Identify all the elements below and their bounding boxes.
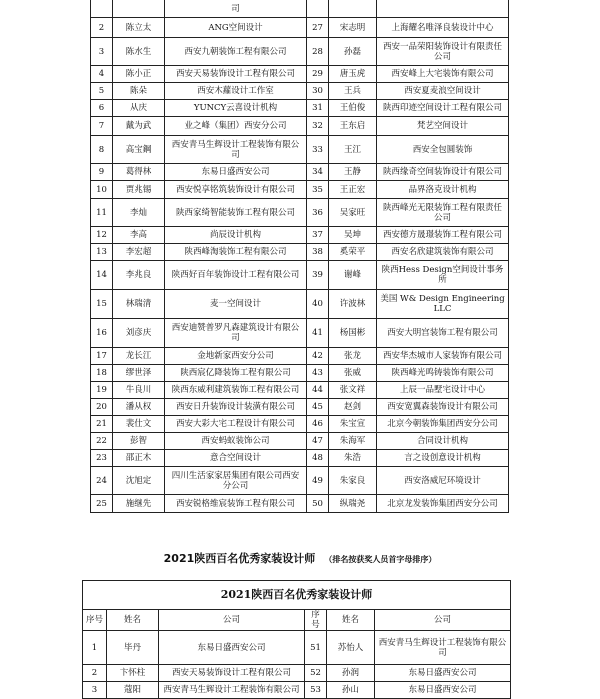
company-name: 西安锐格维宸装饰工程有限公司 [165,495,307,513]
table-row [91,136,509,164]
company-name: 西安名欣建筑装饰有限公司 [377,244,509,261]
table-row [91,100,509,117]
designer-name: 王江 [329,136,377,164]
company-name: 品界洛克设计机构 [377,181,509,199]
header-company: 公司 [159,610,305,631]
designer-table-2-body [83,631,511,699]
designer-name: 潘从权 [113,399,165,416]
designer-name: 彭智 [113,433,165,450]
table-row [83,665,511,682]
table-2-title-row [83,581,511,610]
row-index: 50 [307,495,329,513]
designer-name: 纵瑞尧 [329,495,377,513]
company-name: 西安一品荣阳装饰设计有限责任公司 [377,38,509,66]
row-index: 21 [91,416,113,433]
row-index [91,0,113,18]
table-2-title: 2021陕西百名优秀家装设计师 [83,581,511,610]
designer-name: 朱浩 [329,450,377,467]
row-index: 45 [307,399,329,416]
row-index: 47 [307,433,329,450]
company-name: 上海耀名唯泽良装设计中心 [377,18,509,38]
company-name: 陕西东威利建筑装饰工程有限公司 [165,382,307,399]
designer-name: 施继先 [113,495,165,513]
designer-name: 贾兆锡 [113,181,165,199]
row-index: 38 [307,244,329,261]
designer-name: 孙山 [327,682,375,699]
row-index: 14 [91,261,113,290]
company-name: 四川生活家家居集团有限公司西安分公司 [165,467,307,495]
designer-name: 苏怡人 [327,631,375,665]
company-name: 陕西Hess Design空间设计事务所 [377,261,509,290]
designer-name: 李灿 [113,199,165,227]
row-index: 42 [307,348,329,365]
company-name: 司 [165,0,307,18]
designer-name: 唐玉虎 [329,66,377,83]
company-name: 西安青马生辉设计工程装饰有限公司 [375,631,511,665]
row-index: 31 [307,100,329,117]
designer-name: 王正宏 [329,181,377,199]
designer-name: 刘彦庆 [113,319,165,348]
designer-name: 孙磊 [329,38,377,66]
company-name: ANG空间设计 [165,18,307,38]
company-name: 西安夏麦浪空间设计 [377,83,509,100]
company-name [377,0,509,18]
company-name: 北京龙发装饰集团西安分公司 [377,495,509,513]
designer-name: 陈朵 [113,83,165,100]
row-index: 32 [307,117,329,136]
row-index: 24 [91,467,113,495]
row-index: 5 [91,83,113,100]
row-index [307,0,329,18]
row-index: 19 [91,382,113,399]
table-row [91,416,509,433]
designer-name: 陈立太 [113,18,165,38]
row-index: 3 [83,682,107,699]
header-name: 姓名 [107,610,159,631]
table-row [83,682,511,699]
header-company: 公司 [375,610,511,631]
row-index: 30 [307,83,329,100]
row-index: 28 [307,38,329,66]
designer-name: 戴为武 [113,117,165,136]
company-name: 东易日盛西安公司 [165,164,307,181]
designer-name: 沈旭定 [113,467,165,495]
company-name: 陕西宸亿降装饰工程有限公司 [165,365,307,382]
designer-name: 葛得林 [113,164,165,181]
row-index: 7 [91,117,113,136]
table-row [91,66,509,83]
company-name: 梵艺空间设计 [377,117,509,136]
header-index: 序号 [305,610,327,631]
company-name: 言之设创意设计机构 [377,450,509,467]
company-name: 陕西峰光鸣铸装饰有限公司 [377,365,509,382]
company-name: 北京今朝装饰集团西安分公司 [377,416,509,433]
company-name: 麦一空间设计 [165,290,307,319]
row-index: 33 [307,136,329,164]
section-caption [0,547,600,566]
company-name: 陕西缘奇空间装饰设计有限公司 [377,164,509,181]
designer-name: 陈水生 [113,38,165,66]
designer-name: 张文祥 [329,382,377,399]
designer-name: 龙长江 [113,348,165,365]
designer-name: 谢峰 [329,261,377,290]
designer-name: 裴仕文 [113,416,165,433]
designer-name: 朱家良 [329,467,377,495]
company-name: 西安九朝装饰工程有限公司 [165,38,307,66]
row-index: 8 [91,136,113,164]
designer-name: 陈小正 [113,66,165,83]
row-index: 43 [307,365,329,382]
company-name: 西安天易装饰设计工程有限公司 [165,66,307,83]
designer-name: 张威 [329,365,377,382]
company-name: 陕西峰淘装饰工程有限公司 [165,244,307,261]
company-name: 西安峰上大宅装饰有限公司 [377,66,509,83]
company-name: 陕西峰光无限装饰工程有限责任公司 [377,199,509,227]
designer-table-1 [90,0,509,513]
company-name: 西安日升装饰设计装潢有限公司 [165,399,307,416]
designer-name [113,0,165,18]
company-name: 陕西好百年装饰设计工程有限公司 [165,261,307,290]
table-row [91,433,509,450]
company-name: 西安木蘿设计工作室 [165,83,307,100]
table-row [91,244,509,261]
row-index: 9 [91,164,113,181]
company-name: 西安悦享铭筑装饰设计有限公司 [165,181,307,199]
row-index: 3 [91,38,113,66]
row-index: 52 [305,665,327,682]
designer-table-1-body [91,0,509,513]
row-index: 36 [307,199,329,227]
table-row [91,495,509,513]
designer-name: 林瑞清 [113,290,165,319]
designer-name: 牛良川 [113,382,165,399]
row-index: 2 [91,18,113,38]
company-name: 陕西家绮智能装饰工程有限公司 [165,199,307,227]
company-name: 西安全包圆装饰 [377,136,509,164]
designer-name: 李兆良 [113,261,165,290]
row-index: 34 [307,164,329,181]
designer-name: 朱海军 [329,433,377,450]
table-row [91,0,509,18]
designer-name: 王兵 [329,83,377,100]
table-row [91,399,509,416]
company-name: 西安天易装饰设计工程有限公司 [159,665,305,682]
table-row [91,290,509,319]
row-index: 4 [91,66,113,83]
company-name: 西安大明宫装饰工程有限公司 [377,319,509,348]
company-name: 西安德方晟璟装饰工程有限公司 [377,227,509,244]
row-index: 39 [307,261,329,290]
designer-name: 卞怀柱 [107,665,159,682]
company-name: 东易日盛西安公司 [375,682,511,699]
row-index: 15 [91,290,113,319]
row-index: 29 [307,66,329,83]
row-index: 40 [307,290,329,319]
table-row [91,348,509,365]
designer-name: 李高 [113,227,165,244]
row-index: 37 [307,227,329,244]
company-name: 业之峰（集团）西安分公司 [165,117,307,136]
designer-name: 蔻阳 [107,682,159,699]
row-index: 18 [91,365,113,382]
row-index: 35 [307,181,329,199]
company-name: 西安青马生辉设计工程装饰有限公司 [159,682,305,699]
row-index: 53 [305,682,327,699]
designer-name: 王静 [329,164,377,181]
designer-name: 从庆 [113,100,165,117]
designer-name: 吴坤 [329,227,377,244]
company-name: 东易日盛西安公司 [159,631,305,665]
row-index: 51 [305,631,327,665]
designer-name: 赵剑 [329,399,377,416]
company-name: 金地新家西安分公司 [165,348,307,365]
row-index: 17 [91,348,113,365]
company-name: 西安青马生辉设计工程装饰有限公司 [165,136,307,164]
designer-name: 杨国彬 [329,319,377,348]
company-name: 尚辰设计机构 [165,227,307,244]
designer-name: 李宏超 [113,244,165,261]
table-row [91,450,509,467]
designer-table-2 [82,580,511,699]
designer-name: 朱宝宣 [329,416,377,433]
company-name: 西安洛威尼环境设计 [377,467,509,495]
table-row [91,117,509,136]
caption-note: （排名按获奖人员首字母排序） [324,555,437,564]
company-name: YUNCY云喜设计机构 [165,100,307,117]
company-name: 西安蚂蚁装饰公司 [165,433,307,450]
table-row [83,631,511,665]
designer-name: 邵正木 [113,450,165,467]
table-2-header-row [83,610,511,631]
header-index: 序号 [83,610,107,631]
designer-name: 王伯俊 [329,100,377,117]
designer-name: 缪世泽 [113,365,165,382]
designer-name: 张龙 [329,348,377,365]
row-index: 11 [91,199,113,227]
designer-name: 高宝鋼 [113,136,165,164]
designer-name: 孙润 [327,665,375,682]
caption-title: 2021陕西百名优秀家装设计师 [163,552,316,565]
table-row [91,181,509,199]
designer-name: 毕丹 [107,631,159,665]
designer-name: 王东启 [329,117,377,136]
row-index: 16 [91,319,113,348]
row-index: 46 [307,416,329,433]
company-name: 西安大彩大宅工程设计有限公司 [165,416,307,433]
company-name: 东易日盛西安公司 [375,665,511,682]
company-name: 陕西印迹空间设计工程有限公司 [377,100,509,117]
company-name: 合同设计机构 [377,433,509,450]
company-name: 西安迪赞普罗凡森建筑设计有限公司 [165,319,307,348]
row-index: 44 [307,382,329,399]
table-row [91,18,509,38]
row-index: 48 [307,450,329,467]
table-row [91,382,509,399]
designer-name: 许波林 [329,290,377,319]
table-row [91,38,509,66]
designer-name [329,0,377,18]
designer-name: 宋志明 [329,18,377,38]
company-name: 西安华杰城市人家装饰有限公司 [377,348,509,365]
row-index: 10 [91,181,113,199]
row-index: 6 [91,100,113,117]
company-name: 西安宽翼森装饰设计有限公司 [377,399,509,416]
row-index: 12 [91,227,113,244]
table-row [91,164,509,181]
designer-name: 奚荣平 [329,244,377,261]
row-index: 1 [83,631,107,665]
table-row [91,83,509,100]
table-row [91,261,509,290]
row-index: 25 [91,495,113,513]
company-name: 美国 W& Design Engineering LLC [377,290,509,319]
table-row [91,199,509,227]
company-name: 上辰一品墅宅设计中心 [377,382,509,399]
row-index: 49 [307,467,329,495]
designer-name: 吴家旺 [329,199,377,227]
row-index: 41 [307,319,329,348]
table-row [91,319,509,348]
header-name: 姓名 [327,610,375,631]
row-index: 27 [307,18,329,38]
company-name: 意合空间设计 [165,450,307,467]
table-row [91,467,509,495]
row-index: 22 [91,433,113,450]
row-index: 2 [83,665,107,682]
row-index: 23 [91,450,113,467]
table-row [91,227,509,244]
row-index: 13 [91,244,113,261]
row-index: 20 [91,399,113,416]
table-row [91,365,509,382]
